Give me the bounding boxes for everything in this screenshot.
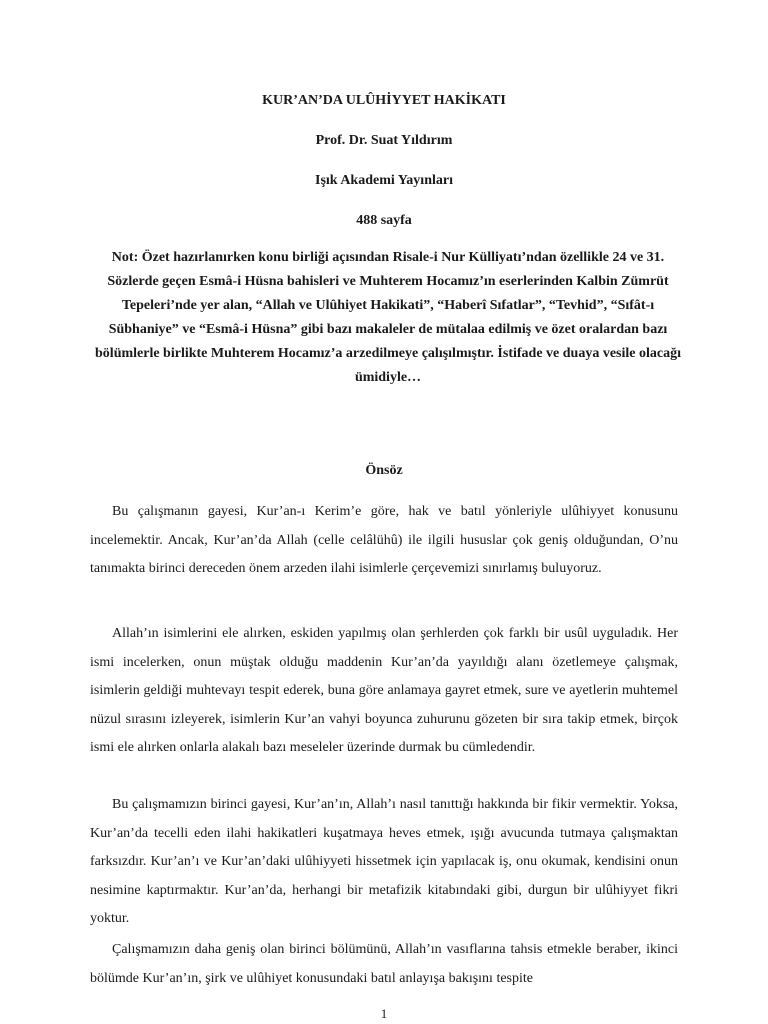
page-number: 1 <box>380 1006 388 1021</box>
page-count: 488 sayfa <box>356 213 412 228</box>
book-title: KUR’AN’DA ULÛHİYYET HAKİKATI <box>262 93 506 108</box>
publisher-name: Işık Akademi Yayınları <box>315 173 453 188</box>
preface-heading: Önsöz <box>365 463 403 478</box>
summary-note: Not: Özet hazırlanırken konu birliği açısından Risale-i Nur Külliyatı’ndan özellikle 24 ve 31. Sözlerde geçen Esmâ-i Hüsna bahisleri ve Muhterem Hocamız’ın eserlerinden Kalbin Zümrüt Tepeleri’nde yer alan, “Allah ve Ulûhiyet Hakikati”, “Haberî Sıfatlar”, “Tevhid”, “Sıfât-ı Sübhaniye” ve “Esmâ-i Hüsna” gibi bazı makaleler de mütalaa edilmiş ve özet oralardan bazı bölümlerle birlikte Muhterem Hocamız’a arzedilmeye çalışılmıştır. İstifade ve duaya vesile olacağı ümidiyle… <box>95 250 681 385</box>
preface-paragraph-4: Çalışmamızın daha geniş olan birinci bölümünü, Allah’ın vasıflarına tahsis etmekle beraber, ikinci bölümde Kur’an’ın, şirk ve ulûhiyet konusundaki batıl anlayışa bakışını tespite <box>90 942 678 986</box>
preface-paragraph-3: Bu çalışmamızın birinci gayesi, Kur’an’ın, Allah’ı nasıl tanıttığı hakkında bir fikir vermektir. Yoksa, Kur’an’da tecelli eden ilahi hakikatleri kuşatmaya heves etmek, ışığı avucunda tutmaya çalışmaktan farksızdır. Kur’an’ı ve Kur’an’daki ulûhiyyeti hissetmek için yapılacak iş, onu okumak, kendisini onun nesimine kaptırmaktır. Kur’an’da, herhangi bir metafizik kitabındaki gibi, durgun bir ulûhiyyet fikri yoktur. <box>90 797 678 927</box>
preface-paragraph-1: Bu çalışmanın gayesi, Kur’an-ı Kerim’e göre, hak ve batıl yönleriyle ulûhiyyet konusunu incelemektir. Ancak, Kur’an’da Allah (celle celâlühû) ile ilgili hususlar çok geniş olduğundan, O’nu tanımakta birinci dereceden önem arzeden ilahi isimlerle çerçevemizi sınırlamış buluyoruz. <box>90 504 678 577</box>
preface-paragraph-2: Allah’ın isimlerini ele alırken, eskiden yapılmış olan şerhlerden çok farklı bir usûl uyguladık. Her ismi incelerken, onun müştak olduğu maddenin Kur’an’da yayıldığı alanı özetlemeye çalışmak, isimlerin geldiği muhtevayı tespit ederek, buna göre anlamaya gayret etmek, sure ve ayetlerin muhtemel nüzul sırasını izleyerek, isimlerin Kur’an vahyi boyunca zuhurunu gözeten bir sıra takip etmek, birçok ismi ele alırken onlarla alakalı bazı meseleler üzerinde durmak bu cümledendir. <box>90 626 678 756</box>
author-name: Prof. Dr. Suat Yıldırım <box>315 133 453 148</box>
